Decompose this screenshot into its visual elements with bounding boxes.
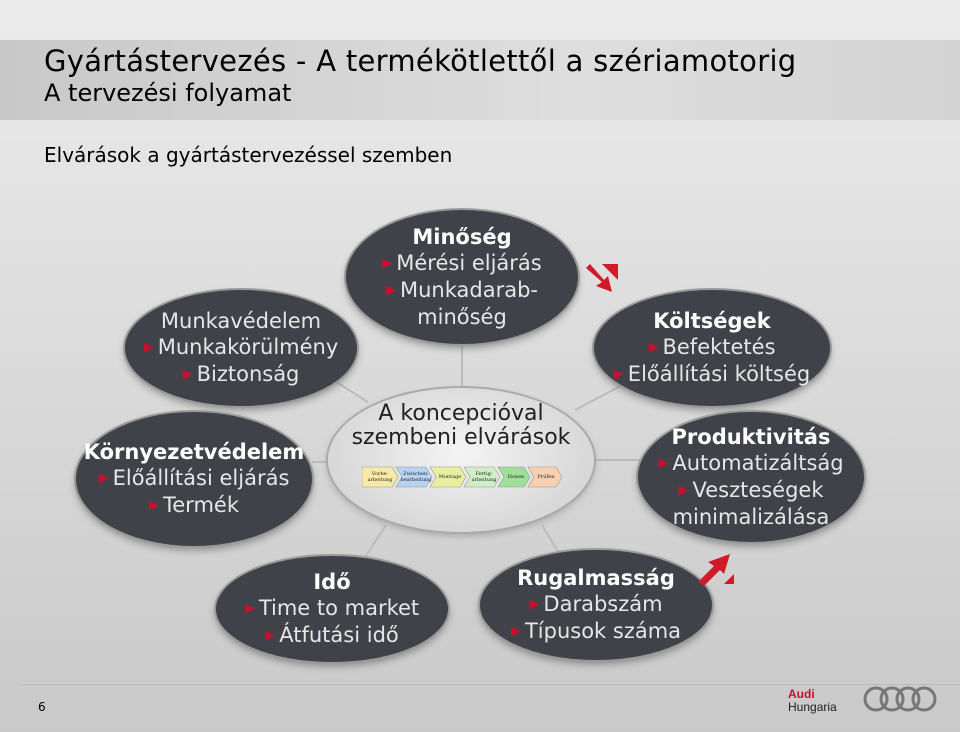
bubble-koltsegek-item: ▶ Előállítási költség	[613, 362, 811, 386]
bubble-produktivitas-item: ▶ Automatizáltság	[658, 451, 844, 475]
bullet-arrow-icon: ▶	[98, 471, 109, 486]
center-title	[328, 402, 594, 450]
bubble-minoseg-head: Minőség	[412, 225, 512, 249]
page-subtitle: A tervezési folyamat	[44, 79, 292, 107]
bubble-munkavedelem-item: ▶ Munkakörülmény	[143, 335, 339, 359]
bullet-arrow-icon: ▶	[382, 256, 393, 271]
step-label: Honen	[507, 474, 525, 480]
process-steps	[362, 466, 562, 488]
bubble-munkavedelem-item: ▶ Biztonság	[182, 362, 300, 386]
bubble-ido	[216, 556, 448, 662]
bullet-arrow-icon: ▶	[529, 597, 540, 612]
red-arrows-icon	[582, 260, 622, 300]
bubble-ido-item: ▶ Time to market	[244, 596, 420, 620]
bullet-arrow-icon: ▶	[143, 340, 154, 355]
bubble-ido-item: ▶ Átfutási idő	[265, 623, 399, 647]
bullet-arrow-icon: ▶	[678, 483, 689, 498]
bullet-arrow-icon: ▶	[182, 367, 193, 382]
red-arrows-icon	[694, 548, 738, 588]
center-title-line: szembeni elvárások	[351, 425, 571, 450]
section-heading: Elvárások a gyártástervezéssel szemben	[44, 143, 453, 167]
bullet-arrow-icon: ▶	[648, 340, 659, 355]
page-title: Gyártástervezés - A termékötlettől a szériamotorig	[44, 44, 797, 78]
bubble-produktivitas-item: ▶ Veszteségek	[678, 478, 824, 502]
bubble-produktivitas-head: Produktivitás	[671, 425, 831, 449]
bubble-munkavedelem	[125, 290, 357, 406]
bubble-kornyezet-item: ▶ Termék	[149, 493, 239, 517]
bubble-minoseg-item: ▶ Munkadarab-	[385, 278, 538, 302]
bubble-munkavedelem-head: Munkavédelem	[160, 309, 322, 333]
bubble-minoseg-item: ▶ Mérési eljárás	[382, 251, 542, 275]
bullet-arrow-icon: ▶	[510, 624, 521, 639]
footer-divider	[18, 684, 960, 685]
brand-audi: Audi	[788, 687, 815, 701]
bubble-rugalmassag	[480, 550, 712, 660]
bullet-arrow-icon: ▶	[244, 601, 255, 616]
bubble-minoseg	[346, 210, 578, 344]
step-label: Fertig-arbeitung	[471, 471, 497, 483]
bubble-minoseg-item: minőség	[417, 305, 507, 329]
bubble-koltsegek-head: Költségek	[653, 309, 771, 333]
bubble-ido-head: Idő	[313, 570, 351, 594]
bullet-arrow-icon: ▶	[149, 498, 159, 513]
bubble-produktivitas-item: minimalizálása	[672, 505, 830, 529]
step-label: Prüfen	[537, 474, 555, 480]
bullet-arrow-icon: ▶	[265, 628, 276, 643]
brand-hungaria: Hungaria	[788, 700, 837, 714]
bullet-arrow-icon: ▶	[613, 367, 624, 382]
bubble-kornyezet-head: Környezetvédelem	[83, 440, 305, 464]
bullet-arrow-icon: ▶	[385, 283, 396, 298]
bubble-produktivitas	[638, 412, 864, 542]
brand-text	[788, 688, 837, 714]
page-number: 6	[38, 700, 46, 714]
audi-rings-logo	[862, 684, 942, 714]
bubble-rugalmassag-item: ▶ Típusok száma	[510, 619, 682, 643]
step-label: Zwischen-bearbeitung	[400, 471, 432, 483]
bubble-kornyezet-item: ▶ Előállítási eljárás	[98, 466, 290, 490]
bubble-rugalmassag-head: Rugalmasság	[517, 566, 675, 590]
step-label: Montage	[438, 474, 462, 480]
center-title-line: A koncepcióval	[378, 401, 544, 426]
bullet-arrow-icon: ▶	[658, 456, 669, 471]
bubble-rugalmassag-item: ▶ Darabszám	[529, 592, 663, 616]
bubble-koltsegek-item: ▶ Befektetés	[648, 335, 776, 359]
step-label: Vorbe-arbeitung	[367, 471, 393, 483]
connector-rugalmassag	[542, 525, 560, 555]
bubble-kornyezet	[76, 412, 312, 546]
bubble-koltsegek	[594, 290, 830, 406]
connector-munkavedelem	[330, 378, 368, 402]
